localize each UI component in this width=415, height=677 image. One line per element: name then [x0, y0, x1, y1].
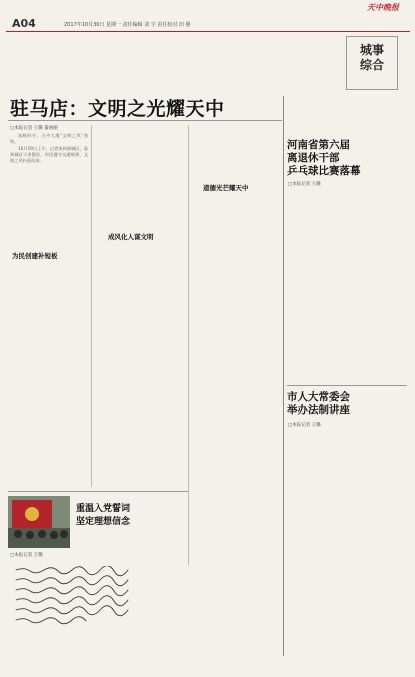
right-article-1-byline: □本报记者 王璐: [288, 182, 321, 187]
page-number: A04: [12, 17, 36, 30]
intro-paragraph-2: 10月19日上午，记者来到驿城区，看到城区干净整洁，市民遵守交通规则，文明之风扑面而来。: [10, 146, 88, 164]
right-article-2-title-line-1: 市人大常委会: [287, 391, 350, 403]
right-article-1-title-line-1: 河南省第六届: [287, 139, 350, 151]
main-headline: 驻马店：文明之光耀天中: [10, 98, 225, 120]
main-body-column-1b: [10, 262, 88, 484]
bottom-feature-byline: □本报记者 王璐: [10, 553, 43, 558]
bottom-feature-title-line-2: 坚定理想信念: [76, 517, 131, 527]
main-body-column-3: [192, 125, 280, 179]
main-subhead-1: 为民创建补短板: [12, 252, 58, 260]
right-article-1-body: [288, 190, 406, 380]
bottom-feature-title-line-1: 重温入党誓词: [76, 504, 131, 514]
section-label-box: [346, 36, 398, 90]
column-rule: [188, 125, 189, 565]
main-subhead-2: 成风化人谋文明: [108, 233, 154, 241]
column-rule: [91, 125, 92, 487]
intro-paragraph-1: 深秋时节，天中大地“文明之风”劲吹。: [10, 133, 88, 145]
right-article-2-byline: □本报记者 王璐: [288, 423, 321, 428]
date-line: 2017年10月30日 星期一 责任编辑 刘 宇 责任校对 田 静: [64, 22, 191, 28]
main-subhead-3: 道德光芒耀天中: [203, 184, 249, 192]
flag-photo: [8, 496, 70, 548]
section-label-line2: 综合: [359, 58, 384, 72]
main-body-column-1: [10, 133, 88, 247]
section-label-line1: 城事: [359, 43, 384, 57]
main-byline: □本报记者 王璐 董丽丽: [10, 126, 58, 131]
bottom-feature-title: [76, 503, 130, 529]
bottom-feature-divider: [8, 491, 188, 492]
right-article-2-title-line-2: 举办法制讲座: [287, 404, 350, 416]
main-body-column-2: [95, 125, 185, 225]
headline-divider: [8, 120, 282, 121]
right-sidebar-rule: [283, 96, 284, 656]
masthead-bar: [0, 0, 415, 14]
right-article-divider: [287, 385, 407, 386]
right-article-1-title-line-2: 离退休干部: [287, 152, 340, 164]
newspaper-logo: 天中晚报: [367, 2, 399, 12]
right-article-2-body: [288, 431, 406, 656]
main-body-column-3b: [192, 195, 280, 567]
right-article-1-title-line-3: 乒乓球比赛落幕: [287, 165, 361, 177]
page-header: [6, 16, 410, 32]
handwritten-text-image: [14, 566, 154, 626]
